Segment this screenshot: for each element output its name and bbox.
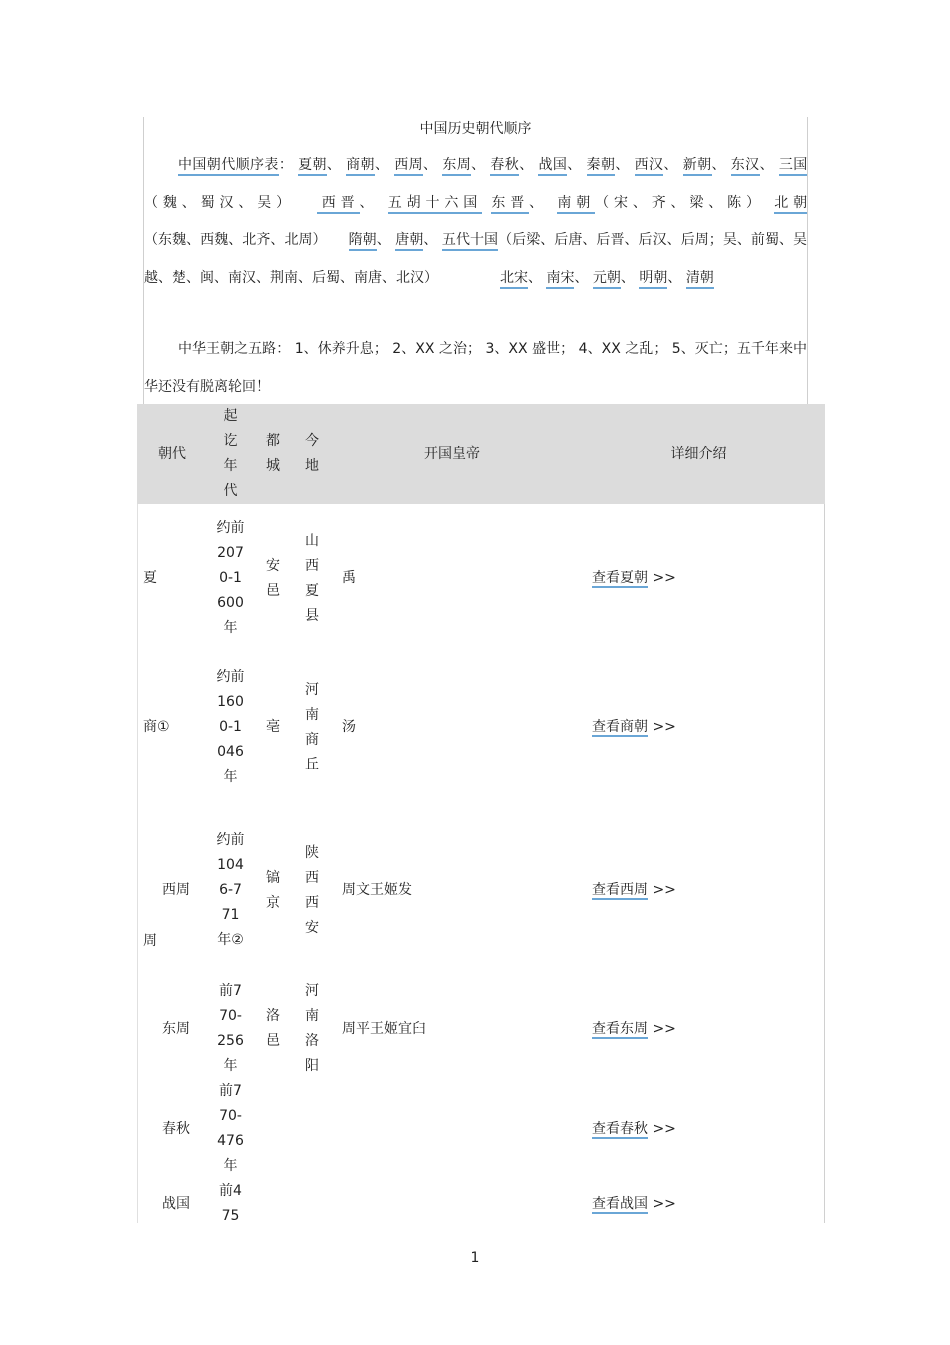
table-header-row bbox=[137, 404, 825, 504]
link-ming[interactable]: 明朝 bbox=[639, 270, 667, 289]
cell-details: 查看西周 >> bbox=[592, 882, 676, 898]
header-capital: 都城 bbox=[266, 433, 280, 474]
cell-location: 陕西西安 bbox=[305, 844, 319, 936]
link-nanchao[interactable]: 南朝 bbox=[557, 195, 595, 214]
cell-capital bbox=[254, 1079, 292, 1179]
cell-dynasty: 商① bbox=[143, 719, 170, 735]
cell-details: 查看夏朝 >> bbox=[592, 570, 676, 586]
link-sanguo[interactable]: 三国 bbox=[779, 157, 807, 176]
link-beisong[interactable]: 北宋 bbox=[500, 270, 528, 289]
cell-location: 山西夏县 bbox=[305, 532, 319, 624]
cell-location bbox=[292, 1179, 332, 1229]
link-xizhou[interactable]: 西周 bbox=[394, 157, 423, 176]
zhou-group-label: 周 bbox=[143, 933, 157, 949]
header-location: 今地 bbox=[305, 433, 319, 474]
view-link[interactable]: 查看战国 bbox=[592, 1195, 648, 1212]
cell-dynasty: 东周 bbox=[162, 1020, 190, 1037]
table-row bbox=[137, 1179, 825, 1229]
cell-capital bbox=[254, 1179, 292, 1229]
link-shang[interactable]: 商朝 bbox=[346, 157, 375, 176]
cell-dynasty: 春秋 bbox=[162, 1120, 190, 1137]
cell-capital: 安邑 bbox=[266, 557, 280, 599]
cell-years: 约前1600-1046年 bbox=[216, 669, 245, 785]
five-paths-paragraph: 中华王朝之五路： 1、休养升息； 2、XX 之治； 3、XX 盛世； 4、XX 之乱； 5、灭亡；五千年来中华还没有脱离轮回！ bbox=[144, 341, 807, 395]
cell-years: 前770-476年 bbox=[217, 1083, 244, 1174]
cell-founder: 周平王姬宜臼 bbox=[342, 1020, 426, 1037]
link-xin[interactable]: 新朝 bbox=[683, 157, 712, 176]
cell-details: 查看战国 >> bbox=[592, 1195, 676, 1212]
link-xijin[interactable]: 西晋 bbox=[317, 195, 360, 214]
link-dongjin[interactable]: 东晋 bbox=[491, 195, 529, 214]
dynasty-table bbox=[137, 404, 825, 1229]
header-years: 起讫年代 bbox=[223, 408, 238, 499]
intro-block bbox=[143, 117, 808, 404]
link-beichao[interactable]: 北朝 bbox=[774, 195, 807, 214]
cell-years: 前475 bbox=[219, 1183, 242, 1224]
link-zhanguo[interactable]: 战国 bbox=[538, 157, 567, 176]
link-qin[interactable]: 秦朝 bbox=[587, 157, 616, 176]
page-number: 1 bbox=[470, 1250, 480, 1266]
cell-location: 河南洛阳 bbox=[305, 983, 319, 1074]
table-row bbox=[137, 979, 825, 1079]
link-chunqiu[interactable]: 春秋 bbox=[490, 157, 519, 176]
table-row bbox=[137, 1079, 825, 1179]
link-nansong[interactable]: 南宋 bbox=[546, 270, 574, 289]
cell-years: 前770-256年 bbox=[217, 983, 244, 1074]
table-row bbox=[137, 802, 825, 979]
view-link[interactable]: 查看夏朝 bbox=[592, 570, 648, 586]
view-link[interactable]: 查看春秋 bbox=[592, 1120, 648, 1137]
cell-capital: 镐京 bbox=[266, 869, 280, 911]
cell-dynasty: 战国 bbox=[162, 1195, 190, 1212]
cell-location: 河南商丘 bbox=[305, 681, 319, 773]
link-yuan[interactable]: 元朝 bbox=[593, 270, 621, 289]
cell-founder bbox=[332, 1179, 572, 1229]
header-details: 详细介绍 bbox=[670, 445, 727, 462]
cell-capital: 亳 bbox=[266, 719, 280, 735]
link-tang[interactable]: 唐朝 bbox=[395, 232, 423, 251]
cell-details: 查看春秋 >> bbox=[592, 1120, 676, 1137]
link-xihan[interactable]: 西汉 bbox=[635, 157, 664, 176]
cell-details: 查看商朝 >> bbox=[592, 719, 676, 735]
cell-details: 查看东周 >> bbox=[592, 1020, 676, 1037]
link-xia[interactable]: 夏朝 bbox=[298, 157, 327, 176]
cell-founder: 周文王姬发 bbox=[342, 882, 412, 898]
header-founder: 开国皇帝 bbox=[424, 445, 480, 462]
cell-founder: 汤 bbox=[342, 719, 356, 735]
dynasty-sequence-paragraph: 中国朝代顺序表： 夏朝、 商朝、 西周、 东周、 春秋、 战国、 秦朝、 西汉、 新朝、 东汉、 三国（魏、蜀汉、吴） 西晋、 五胡十六国 东晋、 南朝（宋、齐、梁、陈） 北朝（东魏、西魏、北齐、北周） 隋朝、 唐朝、 五代十国（后梁、后唐、后晋、后汉、后周；吴、前蜀、吴越、楚、闽、南汉、荆南、后蜀、南唐、北汉） 北宋、 南宋、 元朝、 明朝、 清朝 bbox=[144, 147, 807, 297]
cell-founder: 禹 bbox=[342, 570, 356, 586]
header-dynasty: 朝代 bbox=[158, 445, 186, 462]
cell-founder bbox=[332, 1079, 572, 1179]
cell-capital: 洛邑 bbox=[266, 1008, 280, 1049]
view-link[interactable]: 查看西周 bbox=[592, 882, 648, 898]
cell-dynasty: 夏 bbox=[143, 570, 157, 586]
cell-years: 约前1046-771年② bbox=[216, 832, 245, 948]
link-donghan[interactable]: 东汉 bbox=[731, 157, 760, 176]
link-dynasty-table[interactable]: 中国朝代顺序表 bbox=[178, 157, 279, 176]
page-title: 中国历史朝代顺序 bbox=[419, 121, 532, 137]
table-row bbox=[137, 504, 825, 653]
view-link[interactable]: 查看东周 bbox=[592, 1020, 648, 1037]
cell-dynasty: 西周 bbox=[162, 882, 190, 898]
cell-location bbox=[292, 1079, 332, 1179]
link-sui[interactable]: 隋朝 bbox=[349, 232, 377, 251]
cell-years: 约前2070-1600年 bbox=[216, 520, 245, 636]
link-qing[interactable]: 清朝 bbox=[686, 270, 714, 289]
view-link[interactable]: 查看商朝 bbox=[592, 719, 648, 735]
link-dongzhou[interactable]: 东周 bbox=[442, 157, 471, 176]
link-wuhu[interactable]: 五胡十六国 bbox=[388, 195, 482, 214]
table-row bbox=[137, 653, 825, 802]
link-wudai[interactable]: 五代十国 bbox=[442, 232, 498, 251]
